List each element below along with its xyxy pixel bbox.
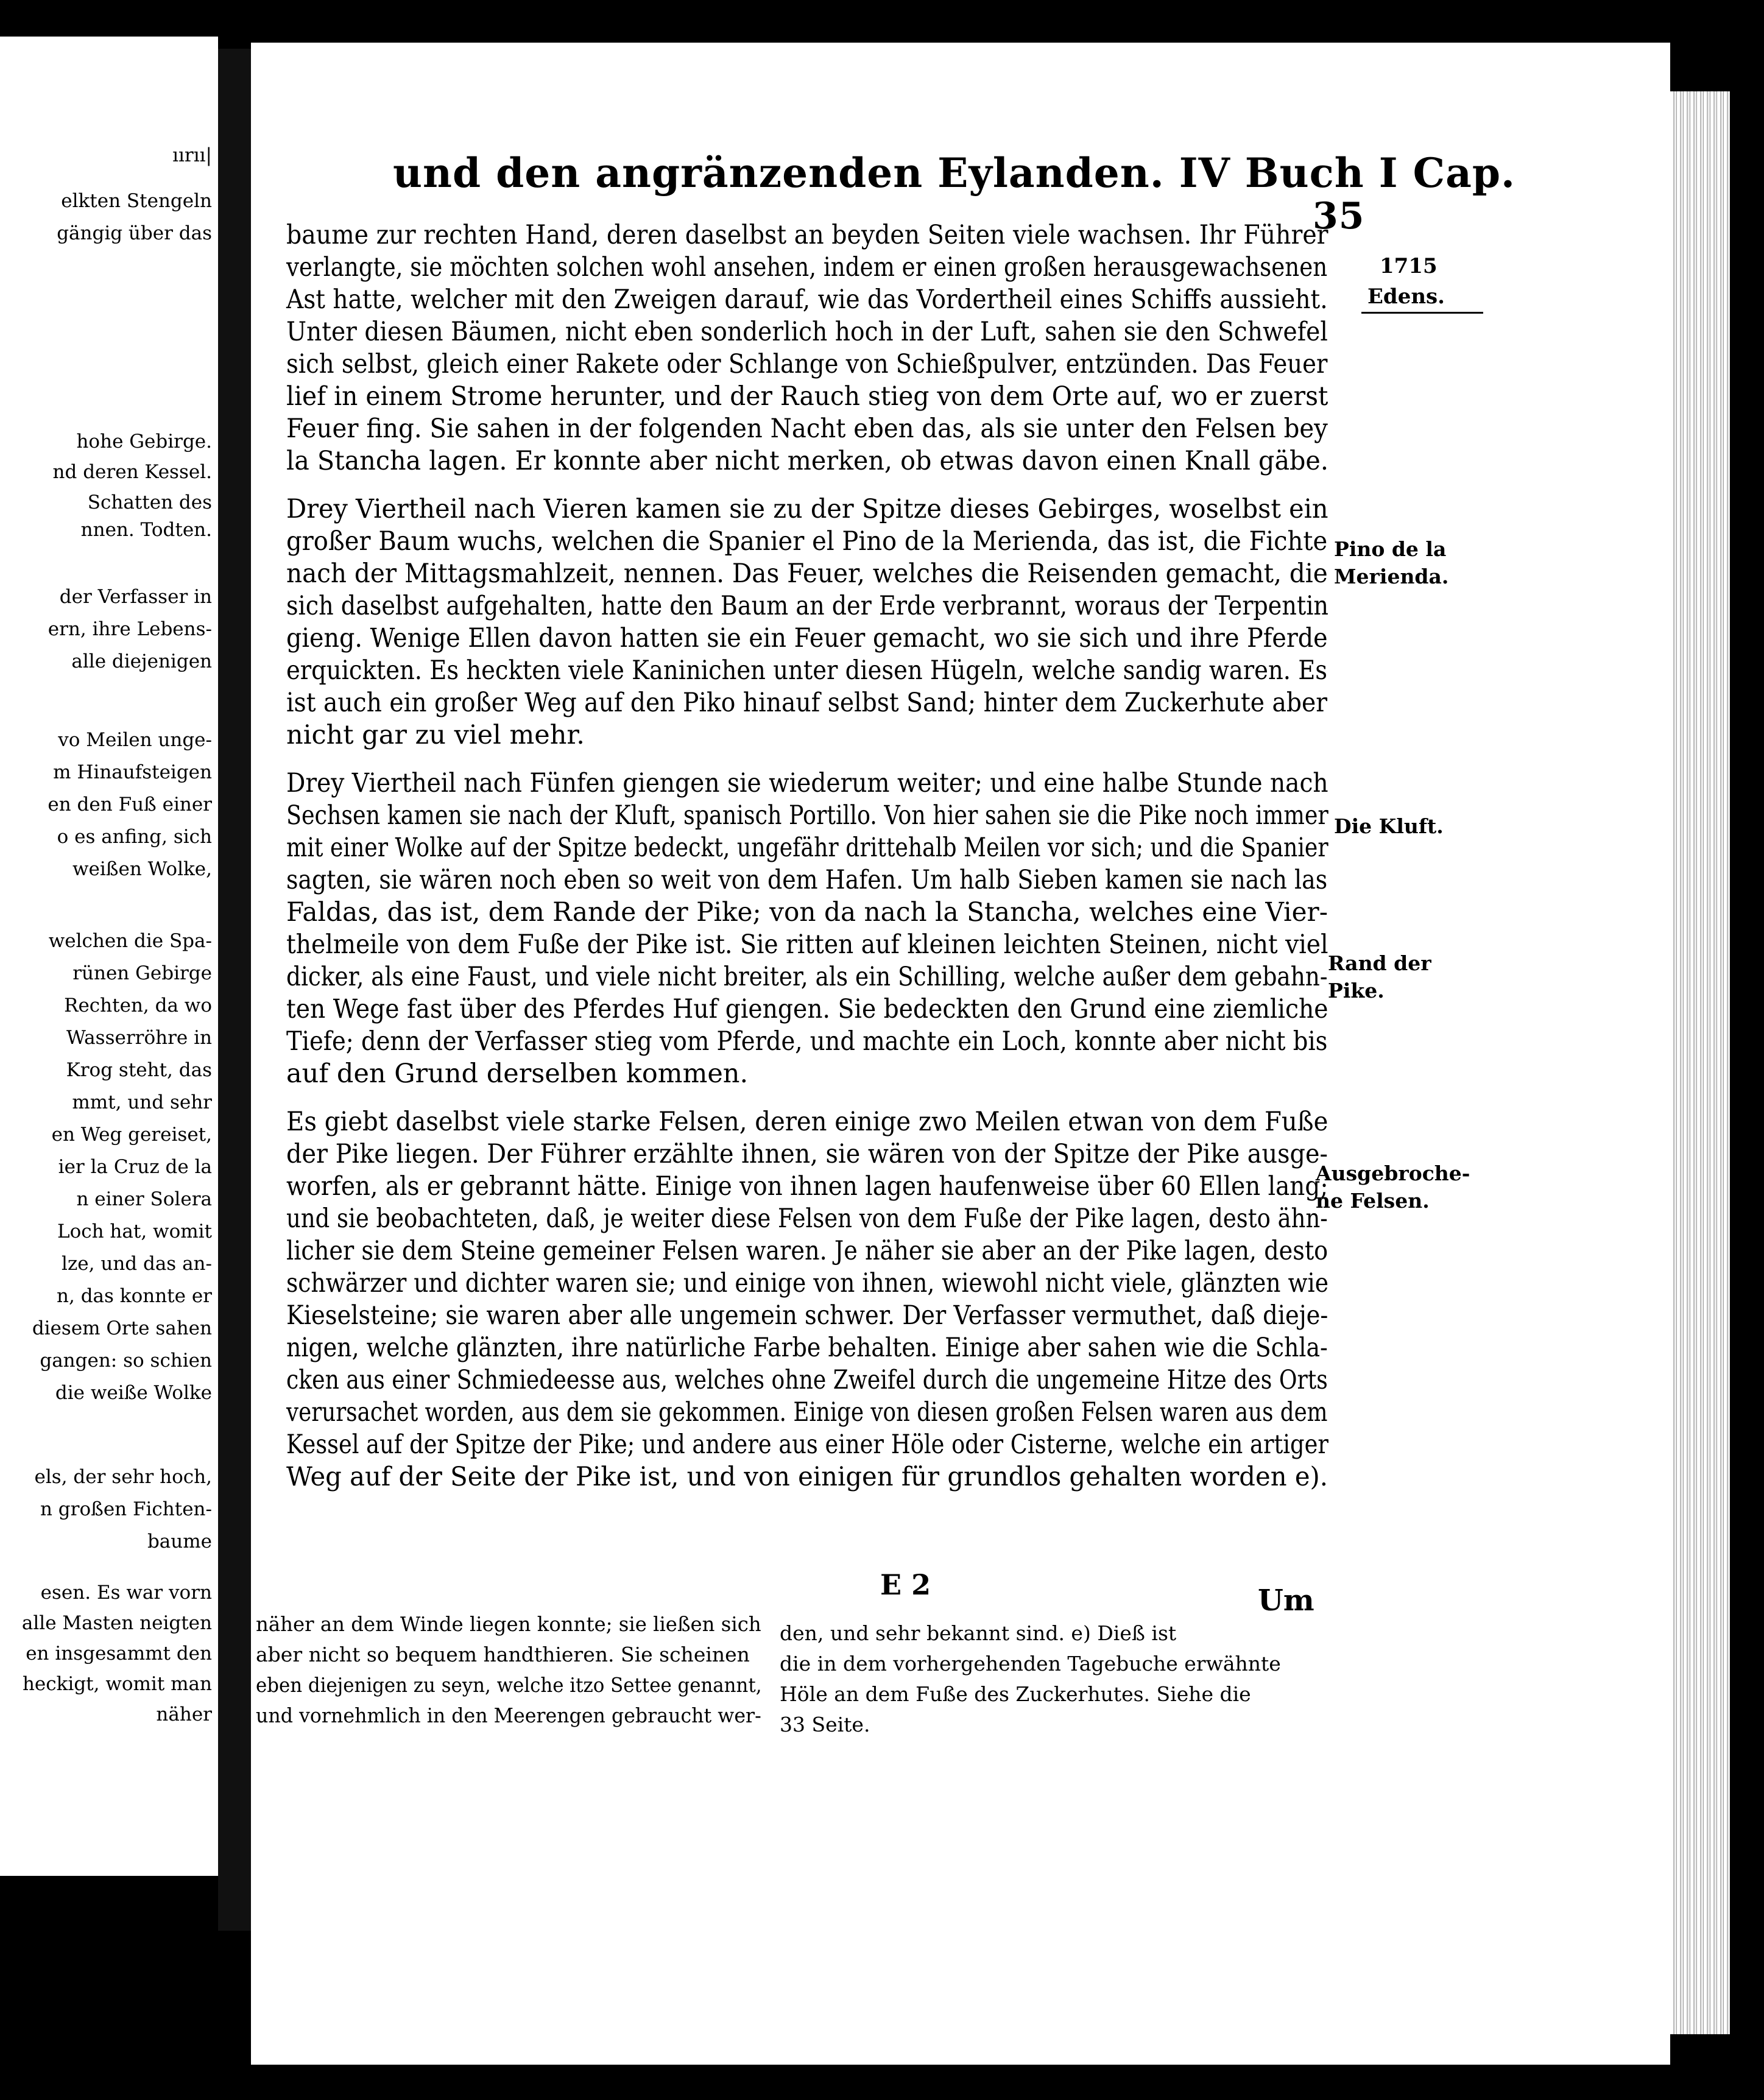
margin-note-felsen: Ausgebroche- ne Felsen. — [1316, 1161, 1470, 1213]
facing-page-left — [0, 37, 218, 1876]
body-line: Feuer fing. Sie sahen in der folgenden Nacht eben das, als sie unter den Felsen bey — [286, 414, 1328, 444]
facing-page-line: elkten Stengeln — [61, 190, 212, 212]
facing-page-line: baume — [147, 1531, 212, 1552]
body-line: und sie beobachteten, daß, je weiter diese Felsen von dem Fuße der Pike lagen, desto ähn- — [286, 1203, 1328, 1234]
body-line: ten Wege fast über des Pferdes Huf giengen. Sie bedeckten den Grund eine ziemliche — [286, 994, 1328, 1024]
body-line: sagten, sie wären noch eben so weit von dem Hafen. Um halb Sieben kamen sie nach las — [286, 865, 1328, 895]
body-line: schwärzer und dichter waren sie; und einige von ihnen, wiewohl nicht viele, glänzten wie — [286, 1268, 1328, 1298]
facing-page-line: gangen: so schien — [40, 1350, 212, 1372]
body-line: Unter diesen Bäumen, nicht eben sonderlich hoch in der Luft, sahen sie den Schwefel — [286, 317, 1328, 347]
facing-page-line: alle diejenigen — [71, 650, 212, 672]
facing-page-line: n großen Fichten- — [40, 1498, 212, 1520]
facing-page-line: Rechten, da wo — [64, 995, 212, 1017]
footnote-line: aber nicht so bequem handthieren. Sie scheinen — [256, 1643, 750, 1666]
facing-page-line: Wasserröhre in — [66, 1027, 212, 1049]
body-line: licher sie dem Steine gemeiner Felsen waren. Je näher sie aber an der Pike lagen, desto — [286, 1236, 1328, 1266]
footnote-line: und vornehmlich in den Meerengen gebraucht wer- — [256, 1704, 761, 1727]
facing-page-line: els, der sehr hoch, — [34, 1466, 212, 1488]
body-line: nigen, welche glänzten, ihre natürliche Farbe behalten. Einige aber sahen wie die Schla- — [286, 1333, 1328, 1363]
footnote-line: Höle an dem Fuße des Zuckerhutes. Siehe die — [780, 1682, 1251, 1706]
facing-page-line: weißen Wolke, — [72, 858, 212, 880]
facing-page-line: welchen die Spa- — [48, 930, 212, 952]
body-line: mit einer Wolke auf der Spitze bedeckt, ungefähr drittehalb Meilen vor sich; und die Spanier — [286, 833, 1328, 863]
facing-page-line: esen. Es war vorn — [40, 1582, 212, 1604]
facing-page-line: n, das konnte er — [57, 1285, 212, 1307]
body-line: Drey Viertheil nach Vieren kamen sie zu der Spitze dieses Gebirges, woselbst ein — [286, 494, 1328, 524]
facing-page-line: n einer Solera — [76, 1188, 212, 1210]
facing-page-line: gängig über das — [57, 222, 212, 244]
body-line: gieng. Wenige Ellen davon hatten sie ein Feuer gemacht, wo sie sich und ihre Pferde — [286, 623, 1328, 654]
margin-rule — [1361, 312, 1483, 314]
footnote-line: 33 Seite. — [780, 1713, 870, 1736]
facing-page-line: Krog steht, das — [66, 1059, 212, 1081]
body-line: dicker, als eine Faust, und viele nicht breiter, als ein Schilling, welche außer dem gebahn- — [286, 962, 1328, 992]
facing-page-line: hohe Gebirge. — [76, 431, 212, 453]
facing-page-line: ıırıı| — [172, 144, 212, 166]
facing-page-line: heckigt, womit man — [22, 1673, 212, 1695]
body-line: Kessel auf der Spitze der Pike; und andere aus einer Höle oder Cisterne, welche ein artiger — [286, 1429, 1328, 1460]
facing-page-line: mmt, und sehr — [72, 1091, 212, 1113]
body-line: erquickten. Es heckten viele Kaninichen unter diesen Hügeln, welche sandig waren. Es — [286, 655, 1328, 686]
margin-note-rand: Rand der Pike. — [1328, 951, 1431, 1002]
body-line: Weg auf der Seite der Pike ist, und von einigen für grundlos gehalten worden e). — [286, 1462, 1328, 1492]
body-line: Es giebt daselbst viele starke Felsen, deren einige zwo Meilen etwan von dem Fuße — [286, 1107, 1328, 1137]
body-line: sich daselbst aufgehalten, hatte den Baum an der Erde verbrannt, woraus der Terpentin — [286, 591, 1328, 621]
body-line: auf den Grund derselben kommen. — [286, 1059, 749, 1089]
body-line: sich selbst, gleich einer Rakete oder Schlange von Schießpulver, entzünden. Das Feuer — [286, 349, 1328, 379]
body-line: worfen, als er gebrannt hätte. Einige von ihnen lagen haufenweise über 60 Ellen lang; — [286, 1171, 1328, 1202]
body-line: cken aus einer Schmiedeesse aus, welches ohne Zweifel durch die ungemeine Hitze des Orts — [286, 1365, 1328, 1395]
body-line: lief in einem Strome herunter, und der Rauch stieg von dem Orte auf, wo er zuerst — [286, 381, 1328, 412]
body-line: Kieselsteine; sie waren aber alle ungemein schwer. Der Verfasser vermuthet, daß dieje- — [286, 1300, 1328, 1331]
facing-page-line: ier la Cruz de la — [58, 1156, 212, 1178]
body-line: der Pike liegen. Der Führer erzählte ihnen, sie wären von der Spitze der Pike ausge- — [286, 1139, 1328, 1169]
facing-page-line: en insgesammt den — [26, 1643, 212, 1665]
margin-note-pino: Pino de la Merienda. — [1334, 537, 1449, 588]
body-line: la Stancha lagen. Er konnte aber nicht merken, ob etwas davon einen Knall gäbe. — [286, 446, 1328, 476]
body-line: verlangte, sie möchten solchen wohl ansehen, indem er einen großen herausgewachsenen — [286, 252, 1328, 283]
footnote-line: den, und sehr bekannt sind. e) Dieß ist — [780, 1621, 1177, 1645]
body-line: Tiefe; denn der Verfasser stieg vom Pferde, und machte ein Loch, konnte aber nicht bis — [286, 1026, 1328, 1057]
facing-page-line: rünen Gebirge — [72, 962, 212, 984]
margin-year: 1715 — [1380, 254, 1438, 278]
facing-page-line: alle Masten neigten — [21, 1612, 212, 1634]
body-line: ist auch ein großer Weg auf den Piko hinauf selbst Sand; hinter dem Zuckerhute aber — [286, 688, 1327, 718]
facing-page-line: m Hinaufsteigen — [53, 761, 212, 783]
facing-page-line: nd deren Kessel. — [52, 461, 212, 483]
facing-page-line: Loch hat, womit — [57, 1221, 212, 1242]
signature-mark: E 2 — [880, 1568, 931, 1601]
facing-page-line: Schatten des — [87, 492, 212, 513]
body-line: Ast hatte, welcher mit den Zweigen darauf, wie das Vordertheil eines Schiffs aussieht. — [286, 284, 1328, 315]
body-line: verursachet worden, aus dem sie gekommen. Einige von diesen großen Felsen waren aus dem — [286, 1397, 1328, 1428]
body-line: Drey Viertheil nach Fünfen giengen sie wiederum weiter; und eine halbe Stunde nach — [286, 768, 1328, 798]
facing-page-line: en den Fuß einer — [48, 794, 212, 816]
facing-page-line: der Verfasser in — [59, 586, 212, 608]
body-line: Faldas, das ist, dem Rande der Pike; von da nach la Stancha, welches eine Vier- — [286, 897, 1328, 928]
footnote-line: die in dem vorhergehenden Tagebuche erwähnte — [780, 1652, 1281, 1675]
body-line: baume zur rechten Hand, deren daselbst an beyden Seiten viele wachsen. Ihr Führer — [286, 220, 1328, 250]
body-line: nicht gar zu viel mehr. — [286, 720, 585, 750]
facing-page-line: en Weg gereiset, — [51, 1124, 212, 1146]
facing-page-line: diesem Orte sahen — [32, 1317, 212, 1339]
page-number: 35 — [1313, 195, 1365, 238]
catchword: Um — [1258, 1584, 1314, 1618]
facing-page-line: lze, und das an- — [62, 1253, 212, 1275]
body-line: Sechsen kamen sie nach der Kluft, spanisch Portillo. Von hier sahen sie die Pike noch immer — [286, 800, 1328, 831]
facing-page-line: die weiße Wolke — [55, 1382, 212, 1404]
facing-page-line: nnen. Todten. — [80, 519, 212, 541]
margin-name: Edens. — [1367, 284, 1445, 309]
margin-note-kluft: Die Kluft. — [1334, 814, 1444, 838]
facing-page-line: o es anfing, sich — [57, 826, 212, 848]
facing-page-line: vo Meilen unge- — [58, 729, 212, 751]
running-header: und den angränzenden Eylanden. IV Buch I Cap. — [393, 149, 1515, 197]
footnote-line: eben diejenigen zu seyn, welche itzo Settee genannt, — [256, 1673, 762, 1697]
book-gutter — [218, 49, 252, 1931]
body-line: nach der Mittagsmahlzeit, nennen. Das Feuer, welches die Reisenden gemacht, die — [286, 558, 1328, 589]
body-line: großer Baum wuchs, welchen die Spanier el Pino de la Merienda, das ist, die Fichte — [286, 526, 1328, 557]
facing-page-line: näher — [156, 1704, 212, 1725]
footnote-line: näher an dem Winde liegen konnte; sie ließen sich — [256, 1612, 761, 1636]
facing-page-line: ern, ihre Lebens- — [48, 618, 212, 640]
body-line: thelmeile von dem Fuße der Pike ist. Sie ritten auf kleinen leichten Steinen, nicht viel — [286, 929, 1328, 960]
